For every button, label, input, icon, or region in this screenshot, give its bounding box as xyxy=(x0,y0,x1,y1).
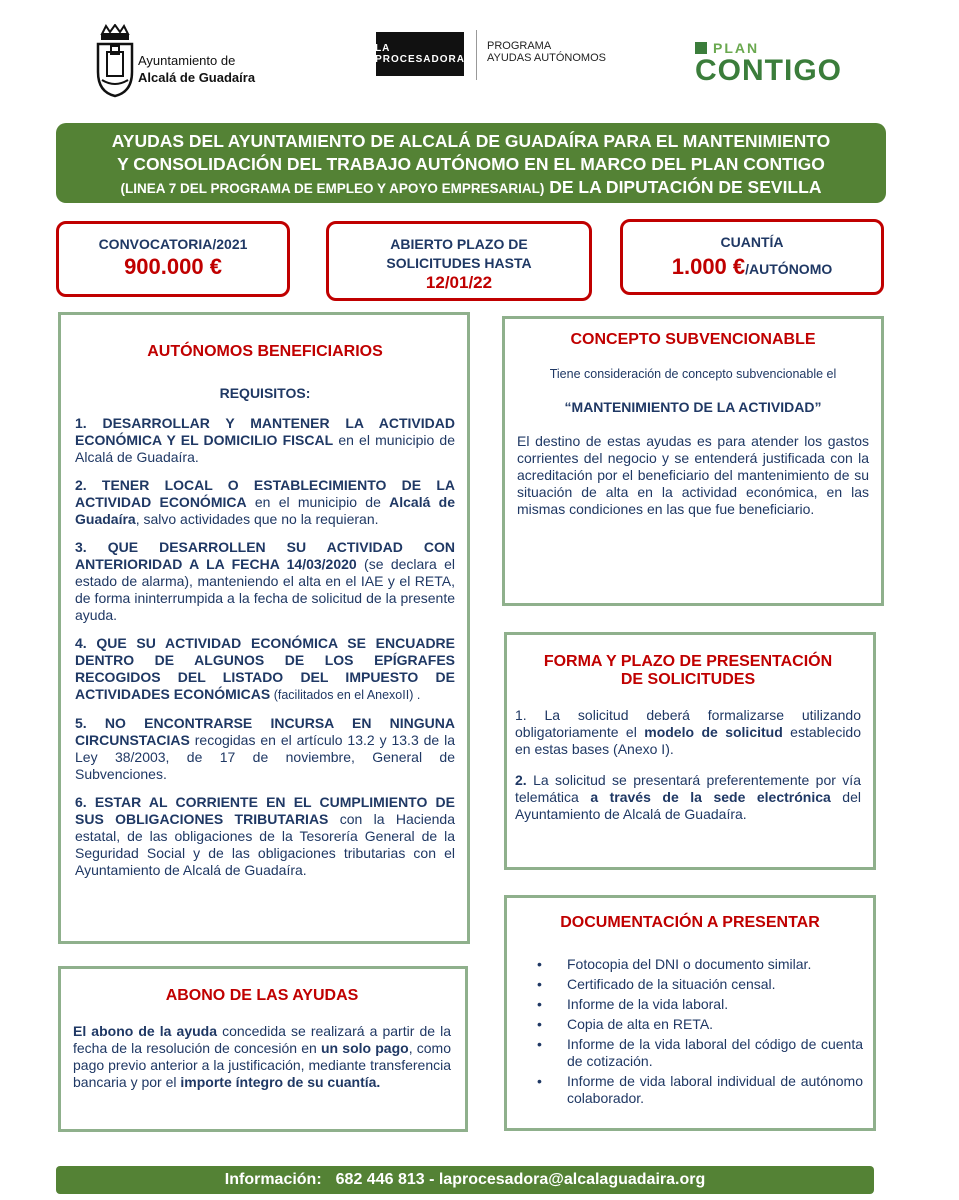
convocatoria-label: CONVOCATORIA/2021 xyxy=(98,236,248,252)
coat-of-arms-icon xyxy=(94,24,136,98)
programa-ayudas-logo xyxy=(487,40,606,64)
title-banner xyxy=(56,123,886,203)
list-item: • Informe de vida laboral individual de autónomo colaborador. xyxy=(537,1073,863,1106)
abono-box xyxy=(58,966,468,1132)
abono-title: ABONO DE LAS AYUDAS xyxy=(165,987,359,1004)
forma-title-line2: DE SOLICITUDES xyxy=(620,671,756,688)
list-item: • Copia de alta en RETA. xyxy=(537,1016,714,1032)
cuantia-unit: /AUTÓNOMO xyxy=(745,261,833,277)
ayuntamiento-line2: Alcalá de Guadaíra xyxy=(138,70,256,85)
requisitos-subtitle: REQUISITOS: xyxy=(219,385,311,401)
banner-line3 xyxy=(66,176,876,200)
plan-square-icon xyxy=(695,42,707,54)
cuantia-label: CUANTÍA xyxy=(720,234,784,250)
documentacion-title: DOCUMENTACIÓN A PRESENTAR xyxy=(560,914,820,931)
la-procesadora-logo: LA PROCESADORA xyxy=(376,32,464,76)
beneficiarios-title: AUTÓNOMOS BENEFICIARIOS xyxy=(147,343,383,360)
banner-line3-small: (LINEA 7 DEL PROGRAMA DE EMPLEO Y APOYO EMPRESARIAL) xyxy=(120,181,545,196)
footer-label: Información: xyxy=(224,1171,322,1188)
logo-divider xyxy=(476,30,477,80)
concepto-title: CONCEPTO SUBVENCIONABLE xyxy=(570,331,816,348)
banner-line2: Y CONSOLIDACIÓN DEL TRABAJO AUTÓNOMO EN EL MARCO DEL PLAN CONTIGO xyxy=(117,154,825,174)
concepto-intro: Tiene consideración de concepto subvencionable el xyxy=(549,367,837,381)
forma-box xyxy=(504,632,876,870)
requisito-2: 2. TENER LOCAL O ESTABLECIMIENTO DE LA ACTIVIDAD ECONÓMICA en el municipio de Alcalá de Guadaíra, salvo actividades que no la requieran. xyxy=(75,477,455,527)
requisito-5: 5. NO ENCONTRARSE INCURSA EN NINGUNA CIRCUNSTACIAS recogidas en el artículo 13.2 y 13.3 de la Ley 38/2003, de 17 de noviembre, General de Subvenciones. xyxy=(75,715,455,782)
convocatoria-amount: 900.000 € xyxy=(124,254,222,279)
concepto-quote: “MANTENIMIENTO DE LA ACTIVIDAD” xyxy=(564,399,822,415)
cuantia-amount: 1.000 € xyxy=(671,254,746,279)
concepto-box xyxy=(502,316,884,606)
requisito-4: 4. QUE SU ACTIVIDAD ECONÓMICA SE ENCUADRE DENTRO DE ALGUNOS DE LOS EPÍGRAFES RECOGIDOS DEL LISTADO DEL IMPUESTO DE ACTIVIDADES ECONÓMICAS (facilitados en el AnexoII) . xyxy=(75,635,455,702)
cuantia-box xyxy=(620,219,884,295)
banner-line1: AYUDAS DEL AYUNTAMIENTO DE ALCALÁ DE GUADAÍRA PARA EL MANTENIMIENTO xyxy=(111,131,831,151)
plan-label: PLAN xyxy=(713,40,760,56)
concepto-body: El destino de estas ayudas es para atender los gastos corrientes del negocio y se entenderá justificada con la acreditación por el beneficiario del mantenimiento de su situación de alta en la actividad económica, en las mismas condiciones en las que fue beneficiario. xyxy=(517,433,869,517)
forma-title-line1: FORMA Y PLAZO DE PRESENTACIÓN xyxy=(543,653,833,670)
plazo-line1: ABIERTO PLAZO DE xyxy=(390,236,528,252)
ayuntamiento-logo xyxy=(92,24,282,100)
list-item: • Certificado de la situación censal. xyxy=(537,976,776,992)
plazo-date: 12/01/22 xyxy=(425,273,493,292)
programa-line1: PROGRAMA xyxy=(487,40,552,52)
list-item: • Informe de la vida laboral. xyxy=(537,996,729,1012)
requisito-6: 6. ESTAR AL CORRIENTE EN EL CUMPLIMIENTO DE SUS OBLIGACIONES TRIBUTARIAS con la Hacienda estatal, de las obligaciones de la Tesorería General de la Seguridad Social y de las obligaciones tributarias con el Ayuntamiento de Alcalá de Guadaíra. xyxy=(75,794,455,878)
ayuntamiento-line1: Ayuntamiento de xyxy=(138,53,236,68)
forma-paragraph-2: 2. La solicitud se presentará preferentemente por vía telemática a través de la sede electrónica del Ayuntamiento de Alcalá de Guadaíra. xyxy=(515,772,861,822)
requisito-1: 1. DESARROLLAR Y MANTENER LA ACTIVIDAD ECONÓMICA Y EL DOMICILIO FISCAL en el municipio de Alcalá de Guadaíra. xyxy=(75,415,455,465)
footer-email[interactable]: laprocesadora@alcalaguadaira.org xyxy=(438,1171,706,1188)
requisito-3: 3. QUE DESARROLLEN SU ACTIVIDAD CON ANTERIORIDAD A LA FECHA 14/03/2020 (se declara el estado de alarma), manteniendo el alta en el IAE y el RETA, de forma ininterrumpida a la fecha de solicitud de la presente ayuda. xyxy=(75,539,455,623)
info-footer xyxy=(56,1166,874,1194)
beneficiarios-box xyxy=(58,312,470,944)
documentacion-list xyxy=(537,956,863,1107)
list-item: • Informe de la vida laboral del código de cuenta de cotización. xyxy=(537,1036,863,1069)
contigo-label: CONTIGO xyxy=(695,54,842,87)
footer-phone[interactable]: 682 446 813 xyxy=(335,1171,425,1188)
programa-line2: AYUDAS AUTÓNOMOS xyxy=(487,52,606,64)
abono-paragraph: El abono de la ayuda concedida se realizará a partir de la fecha de la resolución de concesión en un solo pago, como pago previo anterior a la justificación, mediante transferencia bancaria y por el importe íntegro de su cuantía. xyxy=(73,1023,452,1090)
plazo-line2: SOLICITUDES HASTA xyxy=(386,255,532,271)
footer-separator: - xyxy=(424,1171,439,1188)
plazo-box xyxy=(326,221,592,301)
documentacion-box xyxy=(504,895,876,1131)
convocatoria-box xyxy=(56,221,290,297)
list-item: • Fotocopia del DNI o documento similar. xyxy=(537,956,812,972)
plan-contigo-logo xyxy=(695,40,845,90)
banner-line3-big: DE LA DIPUTACIÓN DE SEVILLA xyxy=(549,177,822,197)
forma-paragraph-1: 1. La solicitud deberá formalizarse utilizando obligatoriamente el modelo de solicitud establecido en estas bases (Anexo I). xyxy=(515,707,862,757)
